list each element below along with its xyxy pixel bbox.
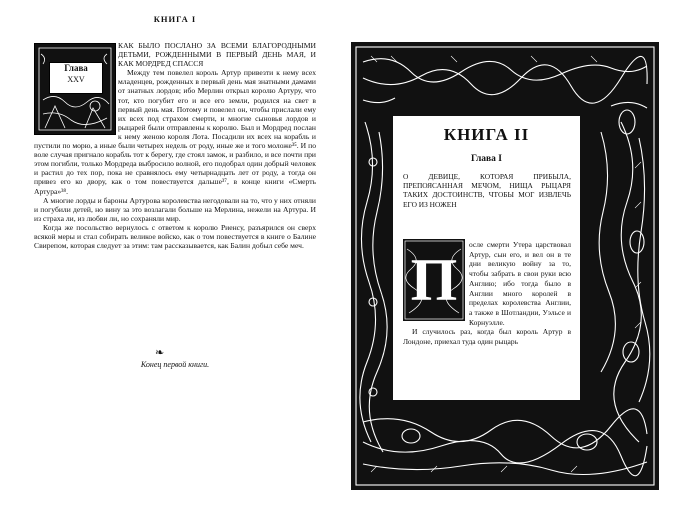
chapter-label: Глава I <box>470 154 502 164</box>
paragraph: осле смерти Утера царствовал Артур, сын его, и вел он в те дни великую войну за то, чтобы забрать в свои руки всю Англию; ибо тогда было в Англии много королей в пределах королевства Англии, а также в Шотландии, Уэльсе и Корнуэлле. <box>469 240 571 327</box>
drop-cap-letter: П <box>410 247 458 313</box>
book-title: КНИГА II <box>443 125 530 144</box>
paragraph: Когда же посольство вернулось с ответом к королю Риенсу, разъярился он сверх всякой меры и стал собирать великое войско, как о том повествуется в книге о Балине Свирепом, которая следует за этим: там рассказывается, как Балин добыл себе меч. <box>34 222 316 251</box>
left-body-text <box>34 41 316 250</box>
chapter-number: XXV <box>67 75 85 84</box>
right-page <box>337 0 674 506</box>
colophon: Конец первой книги. <box>140 360 210 369</box>
text-panel <box>391 114 582 402</box>
paragraph: Между тем повелел король Артур привезти к нему всех младенцев, рожденных в первый день мая знатными дамами от знатных лордов; ибо Мерлин открыл королю Артуру, что тот, кто погубит его и все его земли, родился на свет в первый день мая. Потому и повелел он, чтобы прислали ему их всех под страхом смерти, и многие сыновья лордов и рыцарей были отправлены к королю. Был и Мордред послан к нему женою короля Лота. Посадили их всех на корабль и пустили по морю, а иные были четырех недель от роду, иные же и того моложе³⁵. И по воле случая пригнало корабль тот к берегу, где стоял замок, и разбило, и все почти при этом погибли, только Мордреда выбросило волной, его подобрал один добрый человек и растил до тех пор, пока не сравнялось ему четырнадцать лет от роду, а тогда он привез его ко двору, как о том повествуется дальше³⁷, в конце книги «Смерть Артура»³⁸. <box>34 68 316 196</box>
paragraph: И случилось раз, когда был король Артур в Лондоне, приехал туда один рыцарь <box>403 327 571 347</box>
paragraph: А многие лорды и бароны Артурова королевства негодовали на то, что у них отняли и погубили детей, но вину за это возлагали больше на Мерлина, нежели на Артура. И из страха ли, из любви ли, но сохраняли мир. <box>34 195 316 223</box>
running-head: КНИГА I <box>153 14 197 24</box>
chapter-word: Глава <box>64 63 88 73</box>
ornamental-border <box>351 42 659 490</box>
chapter-summary: О ДЕВИЦЕ, КОТОРАЯ ПРИБЫЛА, ПРЕПОЯСАННАЯ МЕЧОМ, НИЩА РЫЦАРЯ ТАКИХ ДОСТОИНСТВ, ЧТОБЫ МОГ ИЗВЛЕЧЬ ЕГО ИЗ НОЖЕН <box>403 172 571 209</box>
chapter-heading: КАК БЫЛО ПОСЛАНО ЗА ВСЕМИ БЛАГОРОДНЫМИ ДЕТЬМИ, РОЖДЕННЫМИ В ПЕРВЫЙ ДЕНЬ МАЯ, И КАК МОРДРЕД СПАССЯ <box>118 41 316 69</box>
right-body-text <box>403 240 571 347</box>
fleuron-icon: ❧ <box>155 347 165 359</box>
